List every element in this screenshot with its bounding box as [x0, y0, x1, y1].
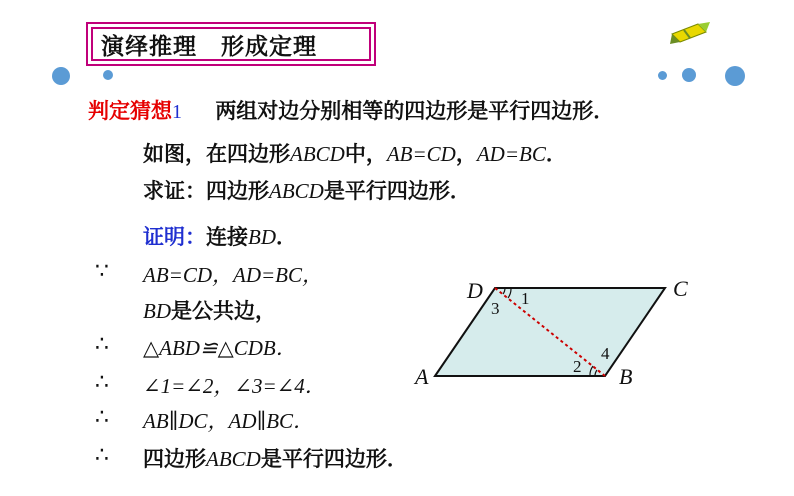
step-1-math: AB=CD，AD=BC，	[143, 263, 323, 287]
vertex-a: A	[415, 364, 429, 389]
given-line	[143, 138, 567, 168]
step-3-math: △ABD≌△CDB．	[143, 336, 297, 360]
decor-dot	[52, 67, 70, 85]
prove-quad: ABCD	[269, 179, 324, 203]
pencil-icon	[668, 14, 714, 48]
because-symbol: ∵	[95, 259, 109, 284]
step-4-math: ∠1=∠2，∠3=∠4．	[143, 374, 326, 398]
angle-label-2: 2	[573, 357, 582, 376]
proof-text: 连接	[206, 225, 248, 249]
given-quad: ABCD	[290, 142, 345, 166]
step-2	[143, 295, 276, 325]
title-frame	[86, 22, 376, 66]
vertex-d: D	[467, 278, 483, 303]
proof-end: ．	[276, 225, 297, 249]
vertex-b: B	[619, 364, 633, 389]
proof-line	[143, 221, 297, 251]
given-eq2: AD=BC	[476, 142, 546, 166]
page-title: 演绎推理 形成定理	[101, 33, 317, 60]
step-6-math: ABCD	[206, 447, 261, 471]
conjecture-label: 判定猜想	[88, 99, 172, 123]
given-sep: ，	[455, 142, 477, 166]
decor-dot	[725, 66, 745, 86]
vertex-c: C	[673, 276, 688, 301]
proof-seg: BD	[248, 225, 276, 249]
step-6	[143, 443, 408, 473]
angle-label-3: 3	[491, 299, 500, 318]
therefore-symbol: ∴	[95, 332, 109, 357]
step-4	[143, 370, 326, 400]
given-prefix: 如图，在四边形	[143, 142, 290, 166]
given-mid: 中，	[344, 142, 387, 166]
conjecture-number: 1	[172, 101, 182, 123]
given-eq1: AB=CD	[386, 142, 456, 166]
therefore-symbol: ∴	[95, 370, 109, 395]
title-inner-frame	[91, 27, 371, 61]
step-5-math: AB∥DC，AD∥BC．	[143, 409, 315, 433]
therefore-symbol: ∴	[95, 405, 109, 430]
angle-label-1: 1	[521, 289, 530, 308]
decor-dot	[682, 68, 696, 82]
step-3	[143, 332, 297, 362]
given-end: ．	[545, 142, 567, 166]
step-6-text: 是平行四边形．	[260, 447, 408, 471]
decor-dot	[658, 71, 667, 80]
prove-prefix: 求证：四边形	[143, 179, 269, 203]
step-6-prefix: 四边形	[143, 447, 206, 471]
prove-line	[143, 175, 471, 205]
conjecture-statement: 两组对边分别相等的四边形是平行四边形．	[215, 99, 615, 123]
step-1	[143, 259, 323, 289]
conjecture-line	[88, 95, 614, 125]
angle-label-4: 4	[601, 344, 610, 363]
therefore-symbol: ∴	[95, 443, 109, 468]
step-2-text: 是公共边，	[171, 299, 276, 323]
decor-dot	[103, 70, 113, 80]
prove-suffix: 是平行四边形．	[323, 179, 471, 203]
step-5	[143, 405, 314, 435]
step-2-math: BD	[143, 299, 171, 323]
proof-label: 证明：	[143, 225, 206, 249]
parallelogram-figure	[405, 270, 705, 395]
